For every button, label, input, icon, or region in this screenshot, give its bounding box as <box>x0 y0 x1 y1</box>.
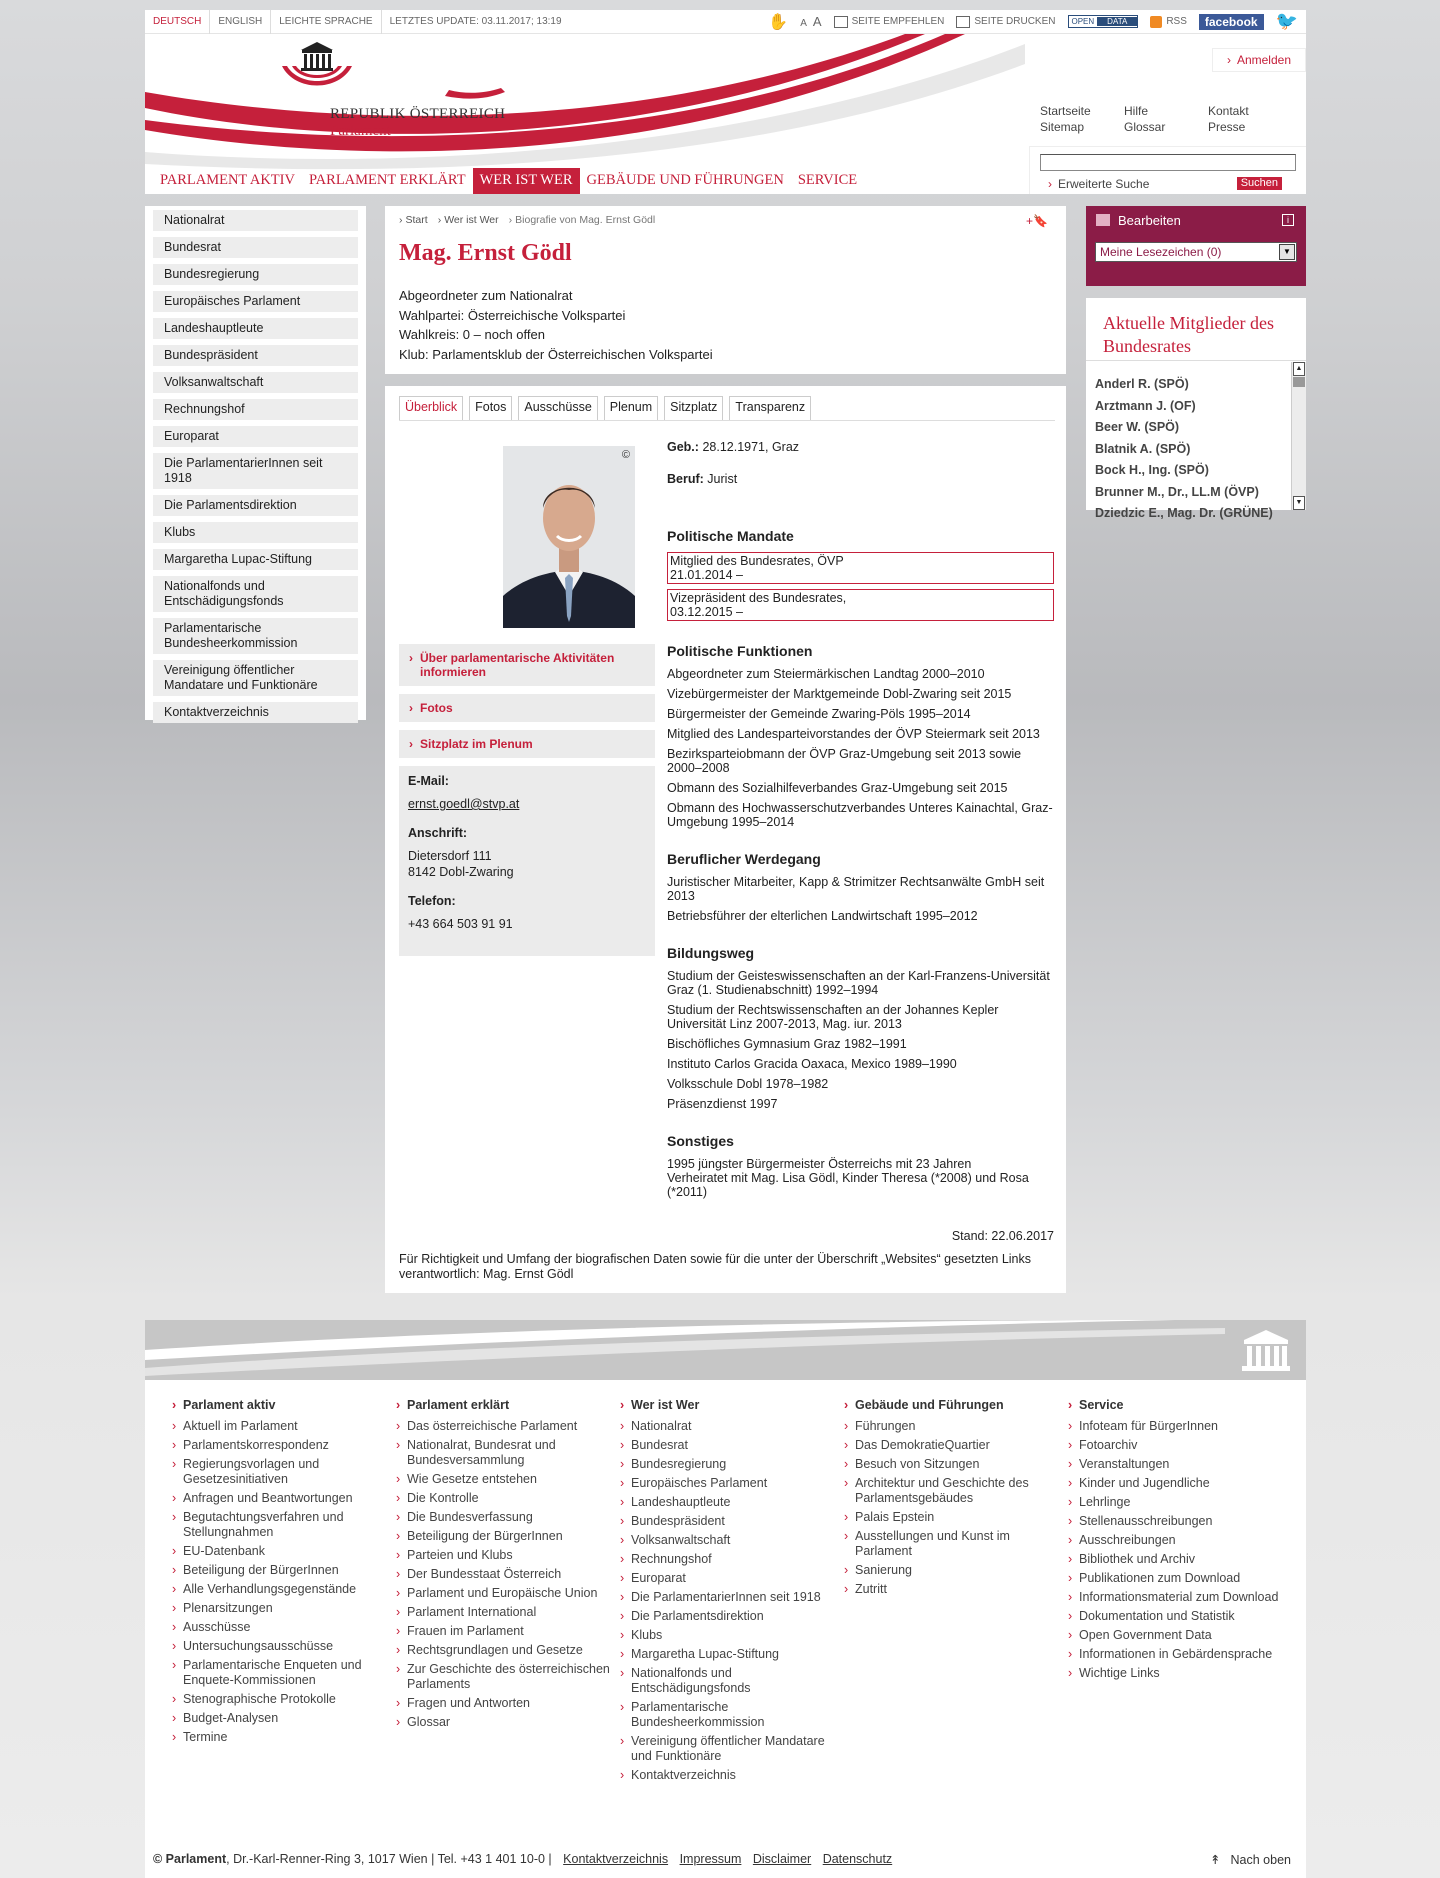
footer-link[interactable]: › Die ParlamentarierInnen seit 1918 <box>620 1590 844 1605</box>
bildung-item: Bischöfliches Gymnasium Graz 1982–1991 <box>667 1037 907 1051</box>
section-sonstiges-heading: Sonstiges <box>667 1133 734 1149</box>
tab-sitzplatz[interactable]: Sitzplatz <box>664 396 723 420</box>
info-line-role: Abgeordneter zum Nationalrat <box>399 288 573 303</box>
footer-link[interactable]: › Glossar <box>396 1715 620 1730</box>
rss-icon <box>1150 16 1162 28</box>
tab-plenum[interactable]: Plenum <box>604 396 658 420</box>
sidebar-item[interactable]: Europarat <box>153 426 358 447</box>
footer-link[interactable]: › Bundespräsident <box>620 1514 844 1529</box>
members-list <box>1095 374 1273 525</box>
printer-icon <box>956 16 970 28</box>
site-footer <box>145 1320 1306 1878</box>
footer-link[interactable]: › Fragen und Antworten <box>396 1696 620 1711</box>
sidebar-item[interactable]: Vereinigung öffentlicher Mandatare und Funktionäre <box>153 660 358 696</box>
breadcrumb-start[interactable]: › Start <box>399 214 428 226</box>
info-line-district: Wahlkreis: 0 – noch offen <box>399 327 545 342</box>
footer-link[interactable]: › Bibliothek und Archiv <box>1068 1552 1292 1567</box>
footer-link[interactable]: › Infoteam für BürgerInnen <box>1068 1419 1292 1434</box>
info-icon[interactable]: i <box>1282 214 1294 226</box>
footer-link[interactable]: › Termine <box>172 1730 396 1745</box>
bildung-item: Instituto Carlos Gracida Oaxaca, Mexico 1989–1990 <box>667 1057 957 1071</box>
top-bar <box>145 10 1306 34</box>
bildung-item: Präsenzdienst 1997 <box>667 1097 778 1111</box>
sonstiges-item: 1995 jüngster Bürgermeister Österreichs mit 23 Jahren <box>667 1157 972 1171</box>
email-label: E-Mail: <box>408 774 449 788</box>
mail-icon <box>834 16 848 28</box>
sidebar-item[interactable]: Margaretha Lupac-Stiftung <box>153 549 358 570</box>
footer-link[interactable]: › Wichtige Links <box>1068 1666 1292 1681</box>
copyright-address: , Dr.-Karl-Renner-Ring 3, 1017 Wien | Tel. +43 1 401 10-0 | <box>226 1852 552 1866</box>
scroll-down-icon[interactable]: ▼ <box>1293 496 1305 510</box>
facebook-link[interactable]: facebook <box>1199 14 1264 30</box>
bildung-item: Volksschule Dobl 1978–1982 <box>667 1077 829 1091</box>
footer-link[interactable]: › Plenarsitzungen <box>172 1601 396 1616</box>
chevron-down-icon: ▼ <box>1279 244 1295 260</box>
logo-line-2: Parlament <box>330 123 391 139</box>
funktionen-list <box>667 667 1054 829</box>
footer-link[interactable]: › Führungen <box>844 1419 1068 1434</box>
contact-box <box>399 766 655 956</box>
stand-date: Stand: 22.06.2017 <box>951 1229 1054 1243</box>
footer-link[interactable]: › Das österreichische Parlament <box>396 1419 620 1434</box>
member-link[interactable]: Bock H., Ing. (SPÖ) <box>1095 463 1209 477</box>
bookmarks-select-value: Meine Lesezeichen (0) <box>1100 245 1222 259</box>
meta-link-sitemap[interactable]: Sitemap <box>1040 120 1085 134</box>
recommend-label: SEITE EMPFEHLEN <box>851 16 945 27</box>
sidebar-item[interactable]: Europäisches Parlament <box>153 291 358 312</box>
footer-column <box>1068 1398 1292 1787</box>
email-link[interactable]: ernst.goedl@stvp.at <box>408 797 520 811</box>
section-werdegang-heading: Beruflicher Werdegang <box>667 851 821 867</box>
members-title: Aktuelle Mitglieder des Bundesrates <box>1103 313 1274 356</box>
footer-link[interactable]: › Regierungsvorlagen und Gesetzesinitiativen <box>172 1457 396 1487</box>
sidebar-item[interactable]: Die Parlamentsdirektion <box>153 495 358 516</box>
footer-link[interactable]: › Palais Epstein <box>844 1510 1068 1525</box>
footer-link[interactable]: › Besuch von Sitzungen <box>844 1457 1068 1472</box>
footer-link[interactable]: › Nationalfonds und Entschädigungsfonds <box>620 1666 844 1696</box>
open-data-left: OPEN <box>1069 17 1098 26</box>
section-funktionen-heading: Politische Funktionen <box>667 643 813 659</box>
biography <box>667 440 1054 1199</box>
footer-link[interactable]: › Landeshauptleute <box>620 1495 844 1510</box>
footer-column <box>844 1398 1068 1787</box>
sidebar-item[interactable]: Parlamentarische Bundesheerkommission <box>153 618 358 654</box>
member-link[interactable]: Brunner M., Dr., LL.M (ÖVP) <box>1095 484 1259 499</box>
member-link[interactable]: Blatnik A. (SPÖ) <box>1095 441 1191 456</box>
sidebar-item[interactable]: Nationalrat <box>153 210 358 231</box>
sidebar-item[interactable]: Kontaktverzeichnis <box>153 702 358 723</box>
footer-link[interactable]: › Europäisches Parlament <box>620 1476 844 1491</box>
funktion-item: Mitglied des Landesparteivorstandes der ÖVP Steiermark seit 2013 <box>667 727 1040 741</box>
profession-label: Beruf: <box>667 472 704 486</box>
nav-parlament-aktiv[interactable]: PARLAMENT AKTIV <box>160 172 295 188</box>
birth-row <box>667 440 1054 454</box>
footer-link[interactable]: › Das DemokratieQuartier <box>844 1438 1068 1453</box>
sonstiges-list <box>667 1157 1054 1199</box>
section-mandate-heading: Politische Mandate <box>667 528 794 544</box>
footer-link[interactable]: › Bundesregierung <box>620 1457 844 1472</box>
footer-column-heading[interactable]: › Parlament erklärt <box>396 1398 620 1412</box>
footer-link[interactable]: › Margaretha Lupac-Stiftung <box>620 1647 844 1662</box>
site-header <box>145 34 1306 194</box>
logo-line-1: REPUBLIK ÖSTERREICH <box>330 106 506 122</box>
mandate-date: 21.01.2014 – <box>670 568 743 582</box>
address-line-2: 8142 Dobl-Zwaring <box>408 865 514 879</box>
mandate-title: Vizepräsident des Bundesrates, <box>670 591 847 605</box>
sidebar-item[interactable]: Klubs <box>153 522 358 543</box>
edit-icon <box>1096 214 1110 226</box>
print-page-link[interactable] <box>956 16 1055 28</box>
meta-link-presse[interactable]: Presse <box>1208 120 1246 134</box>
advanced-search-link[interactable]: › Erweiterte Suche <box>1048 177 1149 191</box>
member-link[interactable]: Beer W. (SPÖ) <box>1095 420 1180 434</box>
funktion-item: Bürgermeister der Gemeinde Zwaring-Pöls 1995–2014 <box>667 707 971 721</box>
footer-link[interactable]: › Die Kontrolle <box>396 1491 620 1506</box>
members-scrollbar[interactable] <box>1291 362 1306 510</box>
scroll-up-icon[interactable]: ▲ <box>1293 362 1305 376</box>
seat-in-plenum-button[interactable]: › Sitzplatz im Plenum <box>399 730 655 758</box>
footer-link[interactable]: › Lehrlinge <box>1068 1495 1292 1510</box>
footer-link[interactable]: › Parteien und Klubs <box>396 1548 620 1563</box>
profession-value: Jurist <box>707 472 738 486</box>
person-header-card <box>385 206 1066 374</box>
sonstiges-item: Verheiratet mit Mag. Lisa Gödl, Kinder Theresa (*2008) und Rosa (*2011) <box>667 1171 1029 1199</box>
nav-parlament-erklaert[interactable]: PARLAMENT ERKLÄRT <box>308 172 466 188</box>
mandate-title: Mitglied des Bundesrates, ÖVP <box>670 554 844 568</box>
sidebar-item[interactable]: Volksanwaltschaft <box>153 372 358 393</box>
divider <box>1086 360 1306 361</box>
sign-language-icon[interactable]: ✋ <box>768 13 789 31</box>
footer-link[interactable]: › Ausschüsse <box>172 1620 396 1635</box>
photos-button[interactable]: › Fotos <box>399 694 655 722</box>
meta-link-kontakt[interactable]: Kontakt <box>1208 104 1249 118</box>
footer-banner <box>145 1320 1306 1380</box>
footer-link[interactable]: › Zur Geschichte des österreichischen Parlaments <box>396 1662 620 1692</box>
address-line-1: Dietersdorf 111 <box>408 849 492 863</box>
footer-link[interactable]: › Ausschreibungen <box>1068 1533 1292 1548</box>
birth-label: Geb.: <box>667 440 699 454</box>
sidebar-item[interactable]: Die ParlamentarierInnen seit 1918 <box>153 453 358 489</box>
login-button[interactable]: › Anmelden <box>1212 48 1306 72</box>
nav-service[interactable]: SERVICE <box>797 172 858 188</box>
bookmarks-select[interactable] <box>1095 242 1297 262</box>
werdegang-list <box>667 875 1054 923</box>
footer-column-heading[interactable]: › Gebäude und Führungen <box>844 1398 1068 1412</box>
page-title: Mag. Ernst Gödl <box>399 240 572 266</box>
funktion-item: Vizebürgermeister der Marktgemeinde Dobl-Zwaring seit 2015 <box>667 687 1012 701</box>
sidebar-item[interactable]: Rechnungshof <box>153 399 358 420</box>
lang-english[interactable]: ENGLISH <box>210 10 271 34</box>
site-logo-text[interactable] <box>330 106 505 140</box>
footer-link[interactable]: › Stellenausschreibungen <box>1068 1514 1292 1529</box>
tab-ausschuesse[interactable]: Ausschüsse <box>518 396 597 420</box>
footer-link[interactable]: › Ausstellungen und Kunst im Parlament <box>844 1529 1068 1559</box>
footer-link[interactable]: › Informationsmaterial zum Download <box>1068 1590 1292 1605</box>
footer-link[interactable]: › Europarat <box>620 1571 844 1586</box>
tab-fotos[interactable]: Fotos <box>469 396 512 420</box>
edit-title: Bearbeiten <box>1118 213 1181 228</box>
rss-label: RSS <box>1166 16 1187 27</box>
meta-links <box>1040 104 1288 134</box>
breadcrumb-wer-ist-wer[interactable]: › Wer ist Wer <box>438 214 499 226</box>
footer-parliament-icon <box>1238 1328 1294 1374</box>
mandate-date: 03.12.2015 – <box>670 605 743 619</box>
section-bildung-heading: Bildungsweg <box>667 945 755 961</box>
info-line-party: Wahlpartei: Österreichische Volkspartei <box>399 307 626 323</box>
font-size-switch <box>800 14 821 29</box>
members-panel <box>1086 298 1306 520</box>
footer-link[interactable]: › Sanierung <box>844 1563 1068 1578</box>
footer-link[interactable]: › Veranstaltungen <box>1068 1457 1292 1472</box>
footer-link-impressum[interactable]: Impressum <box>679 1852 742 1866</box>
footer-link[interactable]: › Untersuchungsausschüsse <box>172 1639 396 1654</box>
lang-deutsch[interactable]: DEUTSCH <box>145 10 210 34</box>
member-link[interactable]: Arztmann J. (OF) <box>1095 398 1196 413</box>
funktion-item: Obmann des Hochwasserschutzverbandes Unteres Kainachtal, Graz-Umgebung 1995–2014 <box>667 801 1053 829</box>
footer-link[interactable]: › Die Parlamentsdirektion <box>620 1609 844 1624</box>
person-info <box>399 286 713 364</box>
portrait-image <box>503 446 635 628</box>
footer-link-datenschutz[interactable]: Datenschutz <box>822 1852 893 1866</box>
scroll-thumb[interactable] <box>1293 377 1305 387</box>
recommend-page-link[interactable] <box>834 16 945 28</box>
footer-link[interactable]: › Nationalrat, Bundesrat und Bundesversammlung <box>396 1438 620 1468</box>
search-input[interactable] <box>1040 154 1296 171</box>
footer-link[interactable]: › Wie Gesetze entstehen <box>396 1472 620 1487</box>
parliament-logo-icon[interactable] <box>277 36 357 98</box>
back-to-top-link[interactable]: ↟ Nach oben <box>1210 1852 1291 1867</box>
footer-column-heading[interactable]: › Parlament aktiv <box>172 1398 396 1412</box>
lang-leichte-sprache[interactable]: LEICHTE SPRACHE <box>271 10 381 34</box>
funktion-item: Obmann des Sozialhilfeverbandes Graz-Umgebung seit 2015 <box>667 781 1008 795</box>
footer-link[interactable]: › Klubs <box>620 1628 844 1643</box>
left-sidebar <box>145 206 366 720</box>
phone-label: Telefon: <box>408 894 456 908</box>
footer-column <box>620 1398 844 1787</box>
member-link[interactable]: Anderl R. (SPÖ) <box>1095 377 1189 391</box>
portrait-photo <box>503 446 635 628</box>
footer-link[interactable]: › Fotoarchiv <box>1068 1438 1292 1453</box>
footer-link[interactable]: › Open Government Data <box>1068 1628 1292 1643</box>
footer-link[interactable]: › Kinder und Jugendliche <box>1068 1476 1292 1491</box>
footer-link[interactable]: › Parlament International <box>396 1605 620 1620</box>
bildung-item: Studium der Rechtswissenschaften an der Johannes Kepler Universität Linz 2007-2013, Mag. iur. 2013 <box>667 1003 999 1031</box>
footer-link[interactable]: › Bundesrat <box>620 1438 844 1453</box>
nav-gebaeude-fuehrungen[interactable]: GEBÄUDE UND FÜHRUNGEN <box>586 172 784 188</box>
add-bookmark-icon[interactable]: +🔖 <box>1026 214 1048 228</box>
footer-column <box>396 1398 620 1787</box>
disclaimer-text: Für Richtigkeit und Umfang der biografischen Daten sowie für die unter der Überschrift „Websites“ gesetzten Links verantwortlich: Mag. Ernst Gödl <box>399 1252 1032 1281</box>
footer-link[interactable]: › Dokumentation und Statistik <box>1068 1609 1292 1624</box>
footer-link[interactable]: › Kontaktverzeichnis <box>620 1768 844 1783</box>
bildung-item: Studium der Geisteswissenschaften an der Karl-Franzens-Universität Graz (1. Studienabschnitt) 1992–1994 <box>667 969 1050 997</box>
footer-link[interactable]: › Aktuell im Parlament <box>172 1419 396 1434</box>
footer-column <box>172 1398 396 1787</box>
copyright-icon[interactable]: © <box>621 449 630 461</box>
footer-link[interactable]: › Beteiligung der BürgerInnen <box>396 1529 620 1544</box>
search-button[interactable]: Suchen <box>1237 177 1282 190</box>
footer-link[interactable]: › Zutritt <box>844 1582 1068 1597</box>
werdegang-item: Betriebsführer der elterlichen Landwirtschaft 1995–2012 <box>667 909 978 923</box>
footer-link[interactable]: › Parlamentskorrespondenz <box>172 1438 396 1453</box>
werdegang-item: Juristischer Mitarbeiter, Kapp & Strimitzer Rechtsanwälte GmbH seit 2013 <box>667 875 1045 903</box>
funktion-item: Abgeordneter zum Steiermärkischen Landtag 2000–2010 <box>667 667 985 681</box>
footer-link[interactable]: › Volksanwaltschaft <box>620 1533 844 1548</box>
main-navigation <box>153 168 864 194</box>
nav-wer-ist-wer[interactable]: WER IST WER <box>473 168 580 194</box>
mandate-item <box>667 589 1054 621</box>
footer-link[interactable]: › Parlamentarische Bundesheerkommission <box>620 1700 844 1730</box>
footer-link[interactable]: › Publikationen zum Download <box>1068 1571 1292 1586</box>
footer-link[interactable]: › Die Bundesverfassung <box>396 1510 620 1525</box>
top-tools <box>768 11 1306 32</box>
mandate-item <box>667 552 1054 584</box>
footer-link[interactable]: › Architektur und Geschichte des Parlamentsgebäudes <box>844 1476 1068 1506</box>
search-box <box>1029 146 1306 194</box>
footer-link[interactable]: › Budget-Analysen <box>172 1711 396 1726</box>
bildung-list <box>667 969 1054 1111</box>
font-small-button[interactable]: A <box>800 18 807 29</box>
meta-link-hilfe[interactable]: Hilfe <box>1124 104 1149 118</box>
footer-link[interactable]: › Nationalrat <box>620 1419 844 1434</box>
meta-link-glossar[interactable]: Glossar <box>1124 120 1166 134</box>
tab-transparenz[interactable]: Transparenz <box>729 396 811 420</box>
tab-bar <box>399 396 1055 421</box>
open-data-badge[interactable] <box>1068 15 1139 28</box>
member-link[interactable]: Dziedzic E., Mag. Dr. (GRÜNE) <box>1095 506 1273 520</box>
last-update: LETZTES UPDATE: 03.11.2017; 13:19 <box>389 16 562 27</box>
footer-link[interactable]: › Parlamentarische Enqueten und Enquete-Kommissionen <box>172 1658 396 1688</box>
font-large-button[interactable]: A <box>812 14 822 29</box>
footer-link[interactable]: › Alle Verhandlungsgegenstände <box>172 1582 396 1597</box>
sidebar-item[interactable]: Landeshauptleute <box>153 318 358 339</box>
profession-row <box>667 472 1054 486</box>
open-data-right: DATA <box>1097 17 1137 26</box>
copyright-org: © Parlament <box>153 1852 227 1866</box>
funktion-item: Bezirksparteiobmann der ÖVP Graz-Umgebung seit 2013 sowie 2000–2008 <box>667 747 1022 775</box>
breadcrumb <box>399 214 655 226</box>
meta-link-startseite[interactable]: Startseite <box>1040 104 1091 118</box>
footer-column-heading[interactable]: › Service <box>1068 1398 1292 1412</box>
rss-link[interactable] <box>1150 16 1187 28</box>
person-detail-card <box>385 386 1066 1293</box>
edit-panel <box>1086 206 1306 286</box>
footer-link[interactable]: › Rechnungshof <box>620 1552 844 1567</box>
twitter-icon[interactable]: 🐦 <box>1275 11 1298 31</box>
sidebar-item[interactable]: Bundesregierung <box>153 264 358 285</box>
footer-link[interactable]: › Rechtsgrundlagen und Gesetze <box>396 1643 620 1658</box>
footer-columns <box>145 1380 1306 1787</box>
action-panel <box>399 644 655 956</box>
tab-ueberblick[interactable]: Überblick <box>399 396 463 420</box>
sidebar-item[interactable]: Bundespräsident <box>153 345 358 366</box>
footer-link[interactable]: › Vereinigung öffentlicher Mandatare und Funktionäre <box>620 1734 844 1764</box>
footer-link[interactable]: › Informationen in Gebärdensprache <box>1068 1647 1292 1662</box>
footer-link[interactable]: › EU-Datenbank <box>172 1544 396 1559</box>
footer-bottom <box>153 1852 892 1866</box>
sidebar-item[interactable]: Nationalfonds und Entschädigungsfonds <box>153 576 358 612</box>
footer-link[interactable]: › Parlament und Europäische Union <box>396 1586 620 1601</box>
footer-swoosh <box>145 1320 1306 1380</box>
mandate-list <box>667 552 1054 621</box>
breadcrumb-current: › Biografie von Mag. Ernst Gödl <box>509 214 656 226</box>
phone-number: +43 664 503 91 91 <box>408 917 513 931</box>
info-line-club: Klub: Parlamentsklub der Österreichischen Volkspartei <box>399 346 713 362</box>
birth-value: 28.12.1971, Graz <box>702 440 800 454</box>
footer-link-kontaktverzeichnis[interactable]: Kontaktverzeichnis <box>563 1852 669 1866</box>
address-label: Anschrift: <box>408 826 468 840</box>
footer-link[interactable]: › Anfragen und Beantwortungen <box>172 1491 396 1506</box>
activities-button[interactable]: › Über parlamentarische Aktivitäten informieren <box>399 644 655 686</box>
footer-column-heading[interactable]: › Wer ist Wer <box>620 1398 844 1412</box>
footer-link[interactable]: › Der Bundesstaat Österreich <box>396 1567 620 1582</box>
sidebar-item[interactable]: Bundesrat <box>153 237 358 258</box>
footer-link[interactable]: › Beteiligung der BürgerInnen <box>172 1563 396 1578</box>
footer-link[interactable]: › Frauen im Parlament <box>396 1624 620 1639</box>
footer-link[interactable]: › Begutachtungsverfahren und Stellungnahmen <box>172 1510 396 1540</box>
print-label: SEITE DRUCKEN <box>974 16 1056 27</box>
footer-link-disclaimer[interactable]: Disclaimer <box>752 1852 812 1866</box>
footer-link[interactable]: › Stenographische Protokolle <box>172 1692 396 1707</box>
